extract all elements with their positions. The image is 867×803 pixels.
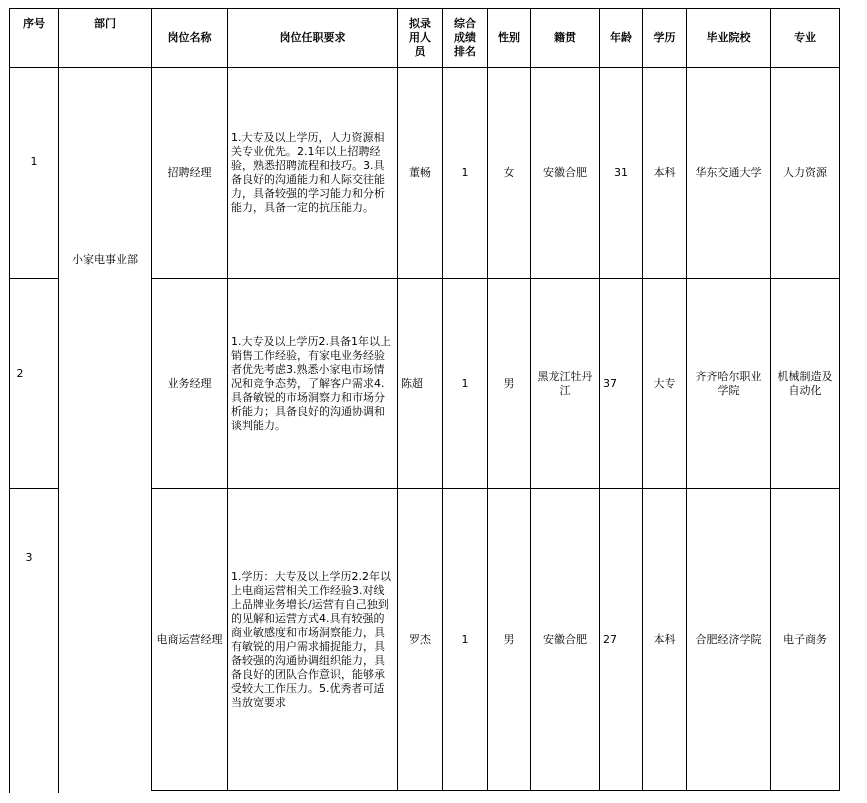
header-dept: 部门 (94, 17, 116, 30)
row-gender: 女 (503, 166, 515, 179)
row-gender: 男 (503, 376, 515, 390)
header-rank-line: 成绩 (454, 31, 476, 44)
row-position: 电商运营经理 (156, 632, 223, 646)
header-position: 岗位名称 (167, 31, 212, 44)
row-school: 合肥经济学院 (695, 632, 762, 646)
header-hire (398, 9, 442, 67)
header-major: 专业 (794, 31, 816, 44)
row-school: 华东交通大学 (695, 166, 762, 179)
header-hire-line: 拟录 (409, 17, 431, 30)
row-origin: 黑龙江牡丹江 (537, 369, 593, 397)
row-hire: 罗杰 (409, 632, 431, 646)
row-major: 机械制造及自动化 (777, 369, 833, 397)
row-major: 人力资源 (783, 166, 827, 179)
row-age: 27 (603, 632, 617, 646)
row-rank: 1 (461, 376, 469, 390)
department-cell: 小家电事业部 (72, 253, 138, 266)
row-origin: 安徽合肥 (543, 632, 587, 646)
header-rank-line: 排名 (454, 45, 476, 58)
row-education: 大专 (653, 376, 676, 390)
header-hire-line: 员 (414, 45, 426, 58)
grid-line (151, 790, 840, 791)
header-rank-line: 综合 (454, 17, 476, 30)
header-education: 学历 (653, 31, 676, 44)
row-age: 37 (603, 376, 617, 390)
row-gender: 男 (503, 632, 515, 646)
row-hire: 董畅 (409, 166, 431, 179)
header-hire-line: 用人 (409, 31, 431, 44)
row-requirements: 1.大专及以上学历，人力资源相关专业优先。2.1年以上招聘经验，熟悉招聘流程和技巧。3.具备良好的沟通能力和人际交往能力，具备较强的学习能力和分析能力，具备一定的抗压能力。 (231, 131, 385, 214)
grid-line (839, 8, 840, 791)
header-gender: 性别 (498, 31, 520, 44)
row-rank: 1 (461, 632, 469, 646)
row-position: 业务经理 (167, 376, 212, 390)
row-position: 招聘经理 (167, 166, 212, 179)
row-school: 齐齐哈尔职业学院 (695, 369, 762, 397)
row-seq: 2 (16, 367, 24, 380)
row-requirements: 1.大专及以上学历2.具备1年以上销售工作经验，有家电业务经验者优先考虑3.熟悉小家电市场情况和竞争态势，了解客户需求4.具备敏锐的市场洞察力和市场分析能力；具备良好的沟通协调和谈判能力。 (231, 334, 391, 432)
header-seq: 序号 (23, 17, 45, 30)
row-major: 电子商务 (783, 632, 827, 646)
row-age: 31 (614, 166, 628, 179)
row-origin: 安徽合肥 (543, 166, 587, 179)
header-rank (443, 9, 487, 67)
grid-line (58, 8, 59, 793)
header-requirements: 岗位任职要求 (279, 31, 346, 44)
row-seq: 3 (25, 551, 33, 564)
row-education: 本科 (653, 166, 676, 179)
row-rank: 1 (461, 166, 469, 179)
header-age: 年龄 (610, 31, 632, 44)
row-education: 本科 (653, 632, 676, 646)
grid-line (9, 8, 10, 793)
row-requirements: 1.学历：大专及以上学历2.2年以上电商运营相关工作经验3.对线上品牌业务增长/运营有自己独到的见解和运营方式4.具有较强的商业敏感度和市场洞察能力，具有敏锐的用户需求捕捉能力，具备较强的沟通协调组织能力，具备良好的团队合作意识，能够承受较大工作压力。5.优秀者可适当放宽要求 (231, 569, 391, 709)
grid-line (9, 278, 58, 279)
header-school: 毕业院校 (706, 31, 751, 44)
row-seq: 1 (30, 155, 38, 168)
row-hire: 陈超 (401, 376, 423, 390)
header-origin: 籍贯 (554, 31, 576, 44)
grid-line (9, 488, 58, 489)
grid-line (227, 8, 228, 791)
